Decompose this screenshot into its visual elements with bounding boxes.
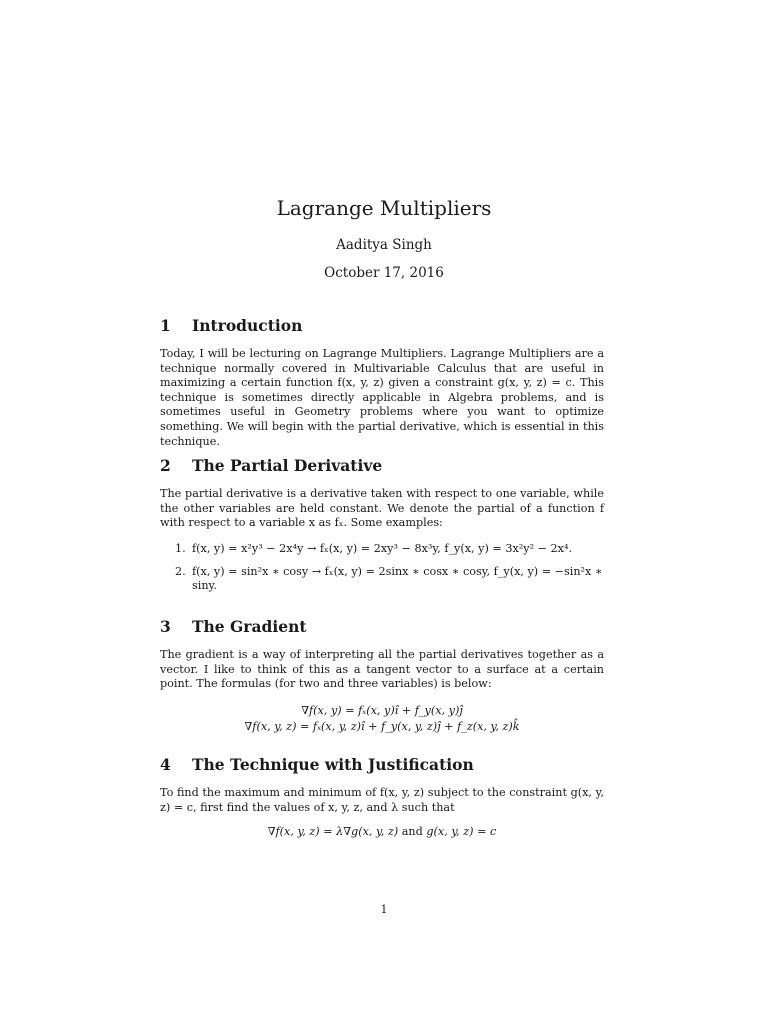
section-number: 4 <box>160 755 171 774</box>
gradient-equation-three-variables: ∇f(x, y, z) = fₓ(x, y, z)î + f_y(x, y, z)ĵ + f_z(x, y, z)k̂ <box>244 720 520 733</box>
list-item <box>160 565 604 594</box>
list-marker: 2. <box>175 564 186 578</box>
lagrange-condition-equation <box>160 824 604 839</box>
introduction-paragraph: Today, I will be lecturing on Lagrange Multipliers. Lagrange Multipliers are a technique normally covered in Multivariable Calculus that are useful in maximizing a certain function f(x, y, z) given a constraint g(x, y, z) = c. This technique is sometimes directly applicable in Algebra problems, and is sometimes useful in Geometry problems where you want to optimize something. We will begin with the partial derivative, which is essential in this technique. <box>160 347 604 448</box>
section-heading-technique <box>160 755 474 774</box>
gradient-paragraph: The gradient is a way of interpreting all the partial derivatives together as a vector. I like to think of this as a tangent vector to a surface at a certain point. The formulas (for two and three variables) is below: <box>160 648 604 691</box>
section-title: The Technique with Justification <box>192 755 474 774</box>
page-number: 1 <box>380 903 388 916</box>
paper-date: October 17, 2016 <box>324 265 444 281</box>
section-heading-introduction <box>160 316 302 335</box>
section-title: Introduction <box>192 316 303 335</box>
list-marker: 1. <box>175 542 186 555</box>
section-heading-partial-derivative <box>160 456 382 475</box>
paper-author: Aaditya Singh <box>336 237 432 253</box>
constraint-equation: g(x, y, z) = c <box>426 825 497 838</box>
partial-derivative-paragraph: The partial derivative is a derivative taken with respect to one variable, while the other variables are held constant. We denote the partial of a function f with respect to a variable x as fₓ. Some examples: <box>160 487 604 530</box>
example-equation: f(x, y) = sin²x ∗ cosy → fₓ(x, y) = 2sinx ∗ cosx ∗ cosy, f_y(x, y) = −sin²x ∗ siny. <box>192 564 603 593</box>
section-number: 2 <box>160 456 171 475</box>
example-equation: f(x, y) = x²y³ − 2x⁴y → fₓ(x, y) = 2xy³ − 8x³y, f_y(x, y) = 3x²y² − 2x⁴. <box>192 542 573 555</box>
list-item <box>160 542 604 557</box>
paper-title: Lagrange Multipliers <box>276 196 492 220</box>
gradient-equation-two-variables: ∇f(x, y) = fₓ(x, y)î + f_y(x, y)ĵ <box>301 704 463 717</box>
section-title: The Partial Derivative <box>192 456 383 475</box>
section-title: The Gradient <box>192 617 307 636</box>
lagrange-gradient-equation: ∇f(x, y, z) = λ∇g(x, y, z) <box>267 825 399 838</box>
section-heading-gradient <box>160 617 307 636</box>
examples-list <box>160 542 604 594</box>
equation-connector: and <box>401 825 423 838</box>
section-number: 1 <box>160 316 171 335</box>
technique-paragraph: To find the maximum and minimum of f(x, y, z) subject to the constraint g(x, y, z) = c, first find the values of x, y, z, and λ such that <box>160 786 604 814</box>
section-number: 3 <box>160 617 171 636</box>
